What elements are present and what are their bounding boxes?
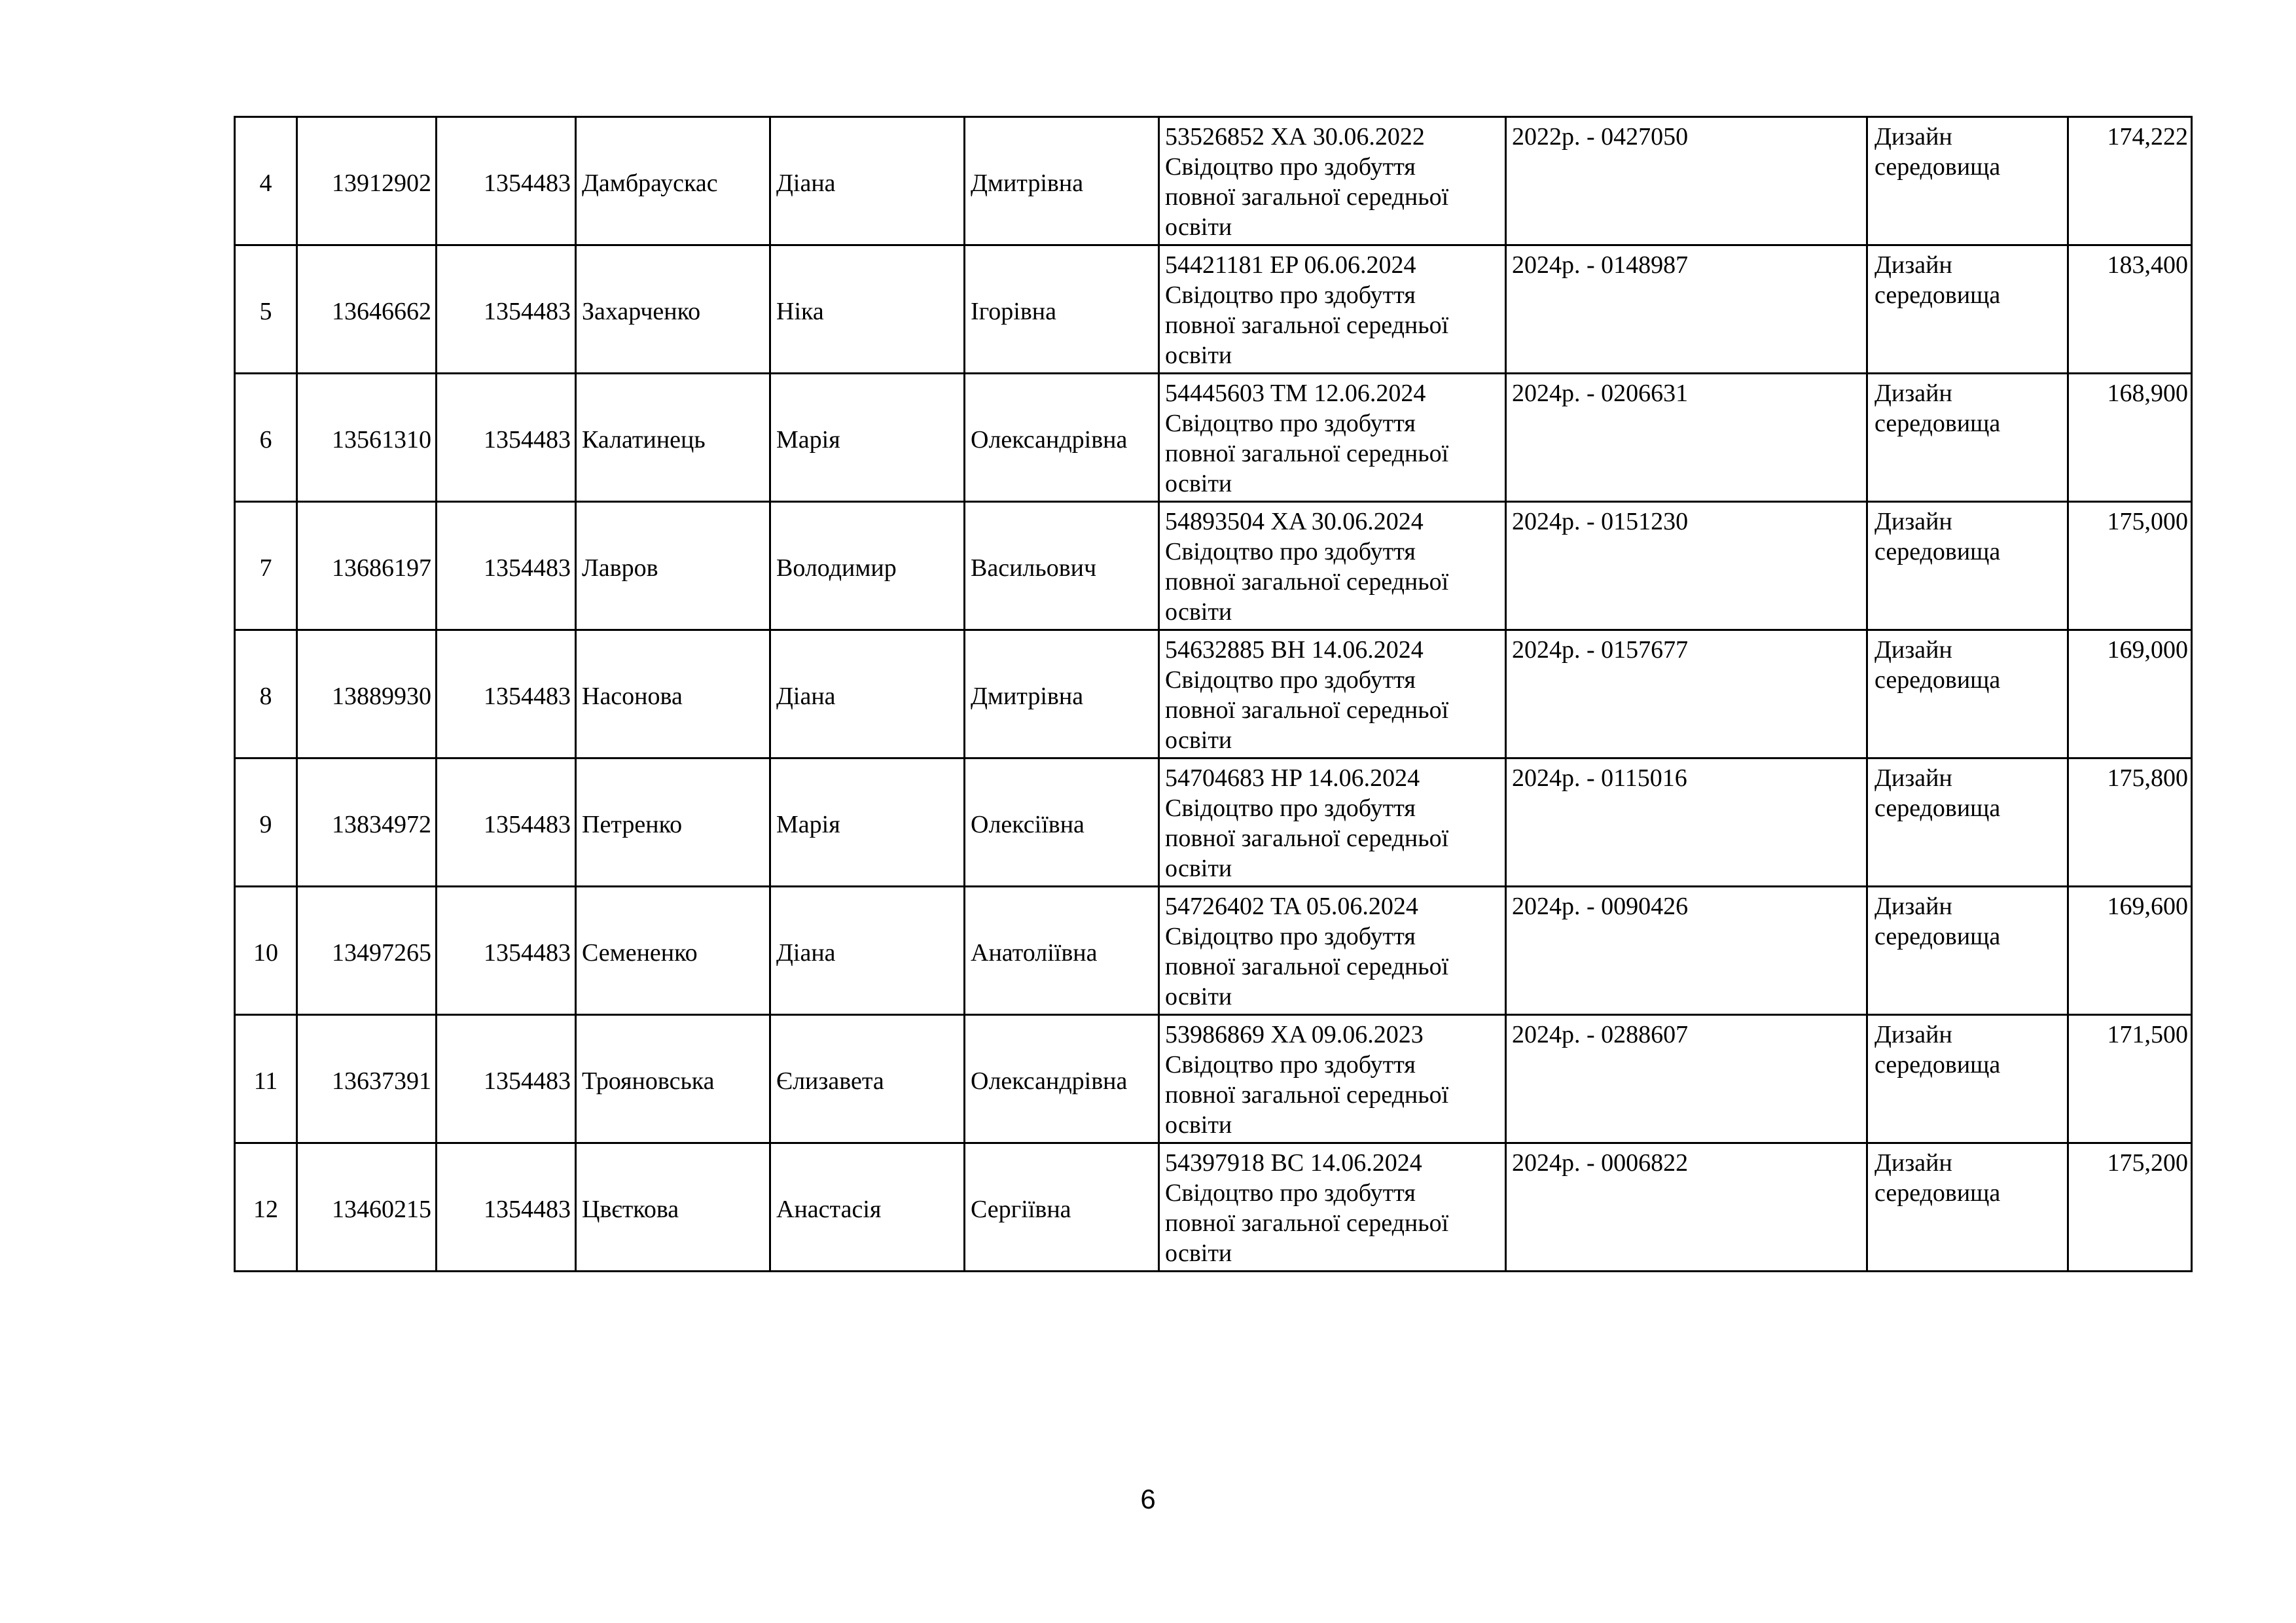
- certificate-year-cell: 2024р. - 0151230: [1506, 502, 1867, 630]
- document-type-line: Свідоцтво про здобуття: [1165, 281, 1416, 309]
- score-cell: 175,000: [2068, 502, 2192, 630]
- document-number: 54893504 XA 30.06.2024: [1165, 508, 1424, 535]
- specialty-line: Дизайн: [1874, 508, 1952, 535]
- table-row: [235, 758, 2192, 887]
- certificate-year-cell: 2024р. - 0090426: [1506, 887, 1867, 1015]
- document-cell: [1159, 1015, 1506, 1143]
- score-cell: 175,200: [2068, 1143, 2192, 1272]
- specialty-cell: [1867, 117, 2068, 245]
- document-type-line: повної загальної середньої: [1165, 440, 1449, 467]
- row-number-cell: 12: [235, 1143, 297, 1272]
- document-cell: [1159, 374, 1506, 502]
- patronymic-cell: Дмитрівна: [965, 117, 1159, 245]
- document-type-line: повної загальної середньої: [1165, 1209, 1449, 1237]
- document-type-line: освіти: [1165, 342, 1232, 369]
- document-type-line: повної загальної середньої: [1165, 312, 1449, 339]
- table-row: [235, 887, 2192, 1015]
- surname-cell: Семененко: [576, 887, 770, 1015]
- table-row: [235, 374, 2192, 502]
- row-number-cell: 10: [235, 887, 297, 1015]
- applicant-id-cell: 13637391: [297, 1015, 437, 1143]
- surname-cell: Цвєткова: [576, 1143, 770, 1272]
- specialty-cell: [1867, 1015, 2068, 1143]
- first-name-cell: Володимир: [770, 502, 965, 630]
- certificate-year-cell: 2024р. - 0288607: [1506, 1015, 1867, 1143]
- document-cell: [1159, 887, 1506, 1015]
- document-type-line: повної загальної середньої: [1165, 1081, 1449, 1109]
- patronymic-cell: Ігорівна: [965, 245, 1159, 374]
- row-number-cell: 11: [235, 1015, 297, 1143]
- applicant-id-cell: 13497265: [297, 887, 437, 1015]
- program-code-cell: 1354483: [437, 502, 576, 630]
- document-number: 53526852 ХА 30.06.2022: [1165, 123, 1425, 151]
- specialty-cell: [1867, 887, 2068, 1015]
- document-type-line: Свідоцтво про здобуття: [1165, 1179, 1416, 1207]
- document-number: 53986869 XA 09.06.2023: [1165, 1021, 1424, 1048]
- specialty-line: середовища: [1874, 410, 2001, 437]
- certificate-year-cell: 2024р. - 0157677: [1506, 630, 1867, 758]
- document-number: 54397918 BC 14.06.2024: [1165, 1149, 1422, 1177]
- applicant-id-cell: 13889930: [297, 630, 437, 758]
- document-type-line: повної загальної середньої: [1165, 825, 1449, 852]
- applicant-id-cell: 13460215: [297, 1143, 437, 1272]
- score-cell: 169,600: [2068, 887, 2192, 1015]
- document-type-line: освіти: [1165, 470, 1232, 497]
- document-type-line: освіти: [1165, 598, 1232, 626]
- document-cell: [1159, 502, 1506, 630]
- document-type-line: Свідоцтво про здобуття: [1165, 666, 1416, 694]
- first-name-cell: Марія: [770, 758, 965, 887]
- specialty-line: середовища: [1874, 1051, 2001, 1079]
- document-type-line: освіти: [1165, 855, 1232, 882]
- specialty-line: Дизайн: [1874, 893, 1952, 920]
- table-row: [235, 117, 2192, 245]
- row-number-cell: 9: [235, 758, 297, 887]
- specialty-line: середовища: [1874, 794, 2001, 822]
- patronymic-cell: Олександрівна: [965, 374, 1159, 502]
- specialty-line: Дизайн: [1874, 1149, 1952, 1177]
- certificate-year-cell: 2024р. - 0006822: [1506, 1143, 1867, 1272]
- specialty-line: середовища: [1874, 1179, 2001, 1207]
- document-type-line: повної загальної середньої: [1165, 183, 1449, 211]
- document-cell: [1159, 630, 1506, 758]
- score-cell: 174,222: [2068, 117, 2192, 245]
- document-number: 54445603 TM 12.06.2024: [1165, 380, 1426, 407]
- specialty-cell: [1867, 502, 2068, 630]
- specialty-cell: [1867, 1143, 2068, 1272]
- specialty-line: Дизайн: [1874, 636, 1952, 664]
- patronymic-cell: Дмитрівна: [965, 630, 1159, 758]
- specialty-line: середовища: [1874, 153, 2001, 181]
- first-name-cell: Ніка: [770, 245, 965, 374]
- row-number-cell: 4: [235, 117, 297, 245]
- document-number: 54704683 HP 14.06.2024: [1165, 764, 1420, 792]
- program-code-cell: 1354483: [437, 887, 576, 1015]
- specialty-line: Дизайн: [1874, 251, 1952, 279]
- first-name-cell: Діана: [770, 630, 965, 758]
- specialty-line: середовища: [1874, 923, 2001, 950]
- patronymic-cell: Анатоліївна: [965, 887, 1159, 1015]
- certificate-year-cell: 2022р. - 0427050: [1506, 117, 1867, 245]
- applicant-id-cell: 13834972: [297, 758, 437, 887]
- surname-cell: Калатинець: [576, 374, 770, 502]
- row-number-cell: 5: [235, 245, 297, 374]
- specialty-line: Дизайн: [1874, 1021, 1952, 1048]
- document-number: 54632885 BH 14.06.2024: [1165, 636, 1424, 664]
- patronymic-cell: Васильович: [965, 502, 1159, 630]
- specialty-line: середовища: [1874, 281, 2001, 309]
- patronymic-cell: Олексіївна: [965, 758, 1159, 887]
- first-name-cell: Марія: [770, 374, 965, 502]
- specialty-line: Дизайн: [1874, 380, 1952, 407]
- document-type-line: освіти: [1165, 726, 1232, 754]
- program-code-cell: 1354483: [437, 1015, 576, 1143]
- document-type-line: освіти: [1165, 213, 1232, 241]
- specialty-line: середовища: [1874, 538, 2001, 565]
- applicant-id-cell: 13561310: [297, 374, 437, 502]
- document-type-line: повної загальної середньої: [1165, 568, 1449, 596]
- table-row: [235, 1015, 2192, 1143]
- page-number: 6: [1140, 1484, 1156, 1514]
- specialty-cell: [1867, 245, 2068, 374]
- document-cell: [1159, 1143, 1506, 1272]
- table-body: [235, 117, 2192, 1272]
- program-code-cell: 1354483: [437, 758, 576, 887]
- score-cell: 168,900: [2068, 374, 2192, 502]
- specialty-cell: [1867, 758, 2068, 887]
- specialty-line: Дизайн: [1874, 764, 1952, 792]
- program-code-cell: 1354483: [437, 245, 576, 374]
- table-row: [235, 630, 2192, 758]
- document-type-line: Свідоцтво про здобуття: [1165, 794, 1416, 822]
- applicants-table: [234, 116, 2193, 1272]
- document-type-line: освіти: [1165, 1240, 1232, 1267]
- document-number: 54726402 TA 05.06.2024: [1165, 893, 1418, 920]
- applicant-id-cell: 13912902: [297, 117, 437, 245]
- document-cell: [1159, 758, 1506, 887]
- program-code-cell: 1354483: [437, 374, 576, 502]
- surname-cell: Петренко: [576, 758, 770, 887]
- surname-cell: Лавров: [576, 502, 770, 630]
- surname-cell: Трояновська: [576, 1015, 770, 1143]
- document-type-line: повної загальної середньої: [1165, 696, 1449, 724]
- score-cell: 171,500: [2068, 1015, 2192, 1143]
- surname-cell: Насонова: [576, 630, 770, 758]
- specialty-line: Дизайн: [1874, 123, 1952, 151]
- document-type-line: повної загальної середньої: [1165, 953, 1449, 980]
- first-name-cell: Єлизавета: [770, 1015, 965, 1143]
- specialty-line: середовища: [1874, 666, 2001, 694]
- table-row: [235, 1143, 2192, 1272]
- applicant-id-cell: 13686197: [297, 502, 437, 630]
- row-number-cell: 7: [235, 502, 297, 630]
- program-code-cell: 1354483: [437, 630, 576, 758]
- document-type-line: Свідоцтво про здобуття: [1165, 153, 1416, 181]
- document-type-line: Свідоцтво про здобуття: [1165, 1051, 1416, 1079]
- first-name-cell: Діана: [770, 887, 965, 1015]
- specialty-cell: [1867, 374, 2068, 502]
- document-type-line: Свідоцтво про здобуття: [1165, 410, 1416, 437]
- surname-cell: Дамбраускас: [576, 117, 770, 245]
- program-code-cell: 1354483: [437, 1143, 576, 1272]
- specialty-cell: [1867, 630, 2068, 758]
- document-type-line: Свідоцтво про здобуття: [1165, 923, 1416, 950]
- row-number-cell: 8: [235, 630, 297, 758]
- row-number-cell: 6: [235, 374, 297, 502]
- score-cell: 183,400: [2068, 245, 2192, 374]
- document-type-line: освіти: [1165, 983, 1232, 1010]
- certificate-year-cell: 2024р. - 0148987: [1506, 245, 1867, 374]
- certificate-year-cell: 2024р. - 0206631: [1506, 374, 1867, 502]
- first-name-cell: Діана: [770, 117, 965, 245]
- score-cell: 175,800: [2068, 758, 2192, 887]
- document-cell: [1159, 245, 1506, 374]
- document-cell: [1159, 117, 1506, 245]
- document-type-line: освіти: [1165, 1111, 1232, 1139]
- applicant-id-cell: 13646662: [297, 245, 437, 374]
- program-code-cell: 1354483: [437, 117, 576, 245]
- surname-cell: Захарченко: [576, 245, 770, 374]
- patronymic-cell: Сергіївна: [965, 1143, 1159, 1272]
- table-row: [235, 245, 2192, 374]
- table-row: [235, 502, 2192, 630]
- patronymic-cell: Олександрівна: [965, 1015, 1159, 1143]
- document-type-line: Свідоцтво про здобуття: [1165, 538, 1416, 565]
- first-name-cell: Анастасія: [770, 1143, 965, 1272]
- score-cell: 169,000: [2068, 630, 2192, 758]
- certificate-year-cell: 2024р. - 0115016: [1506, 758, 1867, 887]
- document-number: 54421181 EP 06.06.2024: [1165, 251, 1416, 279]
